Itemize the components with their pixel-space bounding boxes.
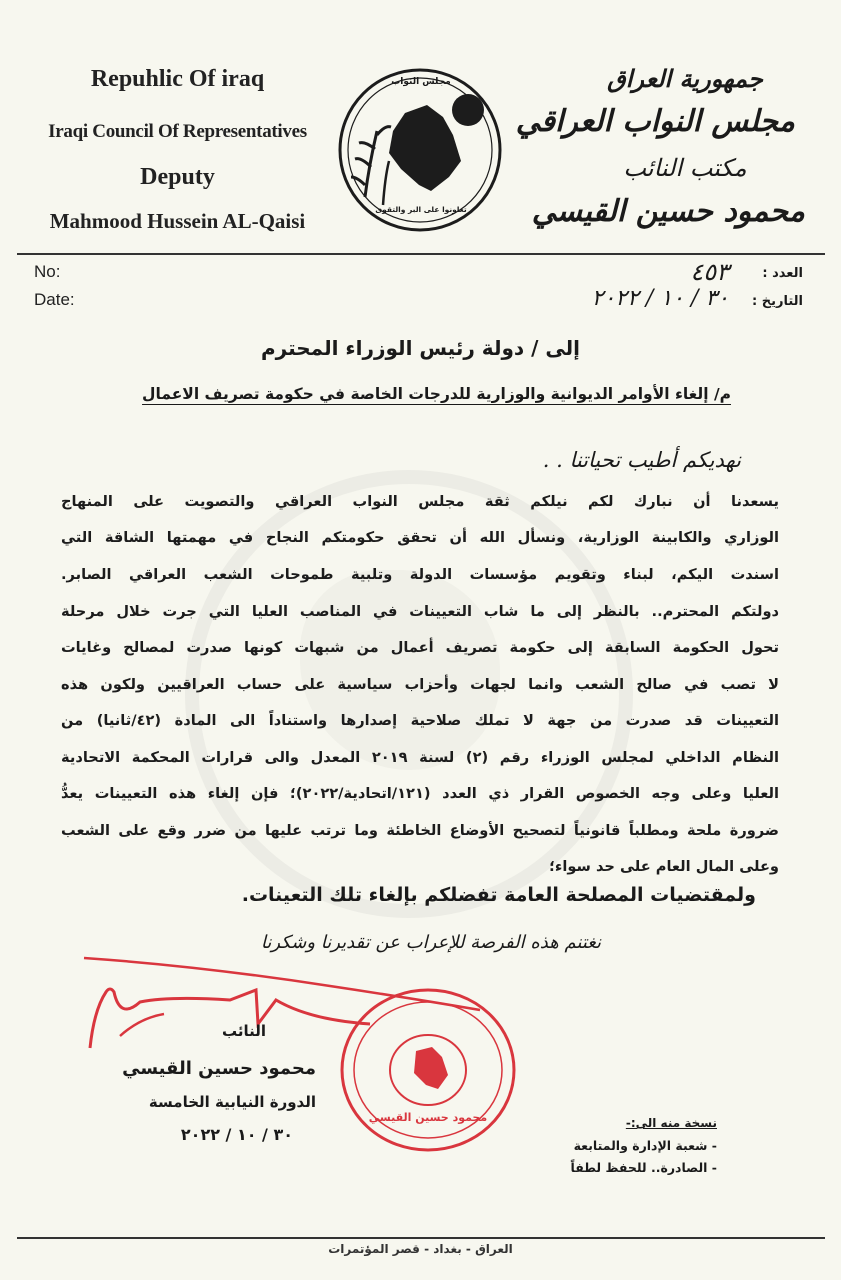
date-label-ar: التاريخ : [752, 294, 803, 309]
body-line: ضرورة ملحة ومطلباً قانونياً لتصحيح الأوضاع الخاطئة وما ترتب عليها من ضرر وقع على الشعب [61, 822, 779, 839]
header-ar-office: مكتب النائب [623, 154, 747, 182]
closing-request: ولمقتضيات المصلحة العامة تفضلكم بإلغاء تلك التعينات. [241, 884, 756, 906]
number-label-ar: العدد : [762, 266, 803, 281]
body-line: العليا وعلى وجه الخصوص القرار ذي العدد (١٢١/اتحادية/٢٠٢٢)؛ فإن إلغاء هذه التعيينات يعدُّ [61, 785, 779, 802]
header-ar-name: محمود حسين القيسي [531, 194, 805, 229]
greeting: نهديكم أطيب تحياتنا . . [542, 448, 741, 472]
header-en-name: Mahmood Hussein AL-Qaisi [49, 209, 306, 233]
closing-thanks: نغتنم هذه الفرصة للإعراب عن تقديرنا وشكرنا [260, 932, 601, 953]
date-value: ٣٠ / ١٠ / ٢٠٢٢ [591, 286, 729, 311]
parliamentary-session: الدورة النيابية الخامسة [148, 1093, 316, 1111]
stamp-text: محمود حسين القيسي [368, 1111, 488, 1124]
body-line: يسعدنا أن نبارك لكم نيلكم ثقة مجلس النواب العراقي والتصويت على المنهاج [61, 493, 779, 510]
copies-item: - شعبة الإدارة والمتابعة [573, 1138, 717, 1153]
body-line: الوزاري والكابينة الوزارية، ونسأل الله أن تحقق حكومتكم النجاح في مهمتها الشاقة التي [61, 529, 779, 546]
header-en-republic: Repuhlic Of iraq [90, 66, 265, 92]
emblem-bottom-text: تعاونوا على البر والتقوى [375, 205, 467, 214]
header-ar-republic: جمهورية العراق [607, 64, 763, 93]
addressee: إلى / دولة رئيس الوزراء المحترم [261, 336, 580, 360]
no-label: No: [34, 262, 61, 281]
header-divider [17, 253, 825, 255]
body-line: التعيينات قد صدرت من جهة لا تملك صلاحية إصدارها واستناداً الى المادة (٤٢/ثانيا) من [61, 712, 779, 729]
subject: م/ إلغاء الأوامر الديوانية والوزارية للدرجات الخاصة في حكومة تصريف الاعمال [142, 385, 731, 403]
footer-divider [17, 1237, 825, 1239]
parliament-emblem [335, 65, 505, 235]
copies-item: - الصادرة.. للحفظ لطفاً [570, 1160, 717, 1175]
header-en-deputy: Deputy [140, 164, 215, 190]
body-line: تحول الحكومة السابقة إلى حكومة تصريف أعمال من شبهات كونها صدرت لمصالح وغايات [61, 639, 779, 656]
body-line: اسندت اليكم، لبناء وتقويم مؤسسات الدولة وتلبية طموحات الشعب العراقي الصابر. [61, 566, 779, 583]
footer-address: العراق - بغداد - قصر المؤتمرات [328, 1242, 513, 1256]
body-line: دولتكم المحترم.. بالنظر إلى ما شاب التعيينات في المناصب العليا التي جرت خلال مرحلة [61, 603, 779, 620]
date-label: Date: [34, 290, 75, 309]
body-line: لا تصب في صالح الشعب وانما لجهات وأحزاب سياسية على حساب العراقيين ولكون هذه [61, 676, 779, 693]
body-line: وعلى المال العام على حد سواء؛ [549, 858, 779, 875]
official-stamp [338, 985, 518, 1155]
signature-date: ٣٠ / ١٠ / ٢٠٢٢ [180, 1125, 293, 1144]
signer-name: محمود حسين القيسي [122, 1058, 316, 1079]
signer-title: النائب [221, 1022, 266, 1040]
number-value: ٤٥٣ [690, 258, 729, 286]
emblem-top-text: مجلس النواب [391, 77, 451, 87]
copies-header: نسخة منه الى:- [625, 1116, 717, 1130]
header-ar-council: مجلس النواب العراقي [515, 104, 795, 139]
header-en-council: Iraqi Council Of Representatives [48, 121, 307, 142]
body-line: النظام الداخلي لمجلس الوزراء رقم (٢) لسنة ٢٠١٩ المعدل والى قرارات المحكمة الاتحادية [61, 749, 779, 766]
